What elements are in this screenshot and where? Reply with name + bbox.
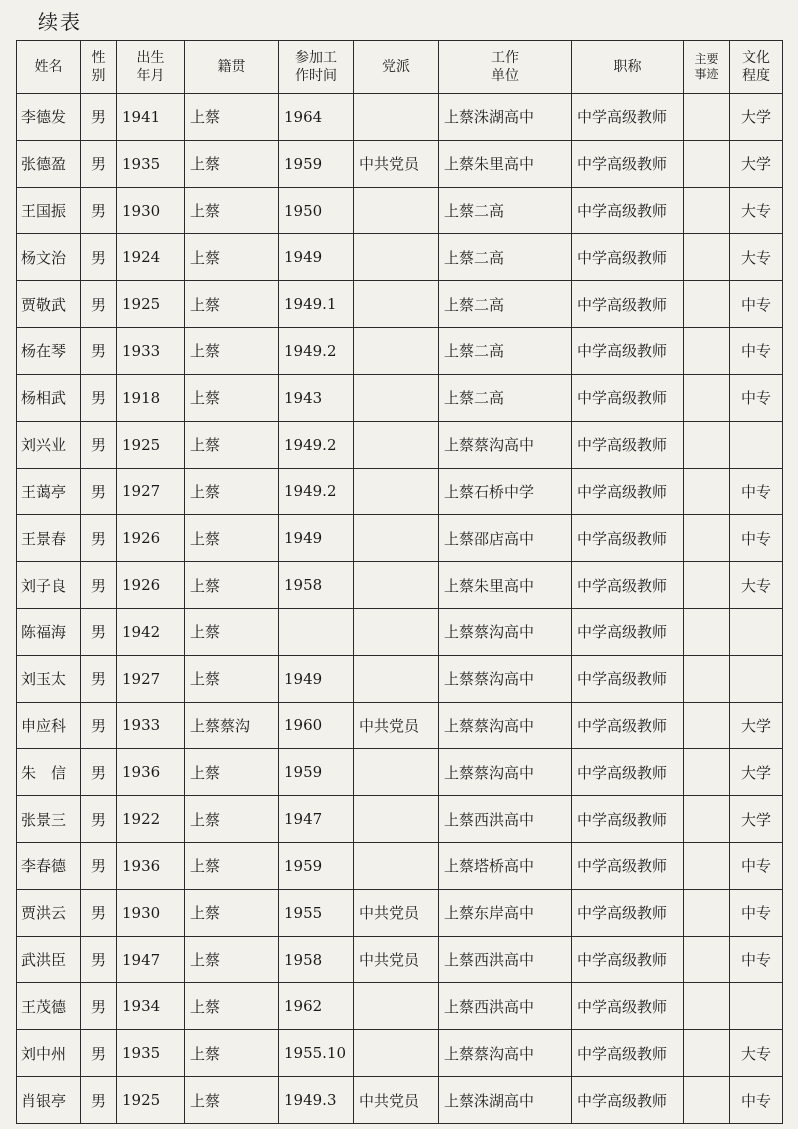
cell-deeds [684,374,730,421]
cell-name: 李春德 [17,843,81,890]
cell-work-unit: 上蔡二高 [439,328,572,375]
cell-deeds [684,468,730,515]
table-row [17,749,783,796]
cell-title: 中学高级教师 [572,374,684,421]
cell-work-start: 1949.2 [279,328,354,375]
cell-gender: 男 [81,562,117,609]
cell-work-unit: 上蔡蔡沟高中 [439,655,572,702]
cell-work-start: 1949 [279,655,354,702]
cell-birth: 1933 [117,702,185,749]
cell-gender: 男 [81,983,117,1030]
cell-name: 王景春 [17,515,81,562]
cell-work-start: 1949.1 [279,281,354,328]
cell-gender: 男 [81,749,117,796]
cell-deeds [684,796,730,843]
cell-work-unit: 上蔡二高 [439,374,572,421]
cell-party [354,234,439,281]
cell-birth: 1926 [117,515,185,562]
cell-deeds [684,1077,730,1124]
cell-education: 大学 [730,749,783,796]
cell-name: 陈福海 [17,608,81,655]
cell-education: 大学 [730,94,783,141]
cell-gender: 男 [81,421,117,468]
cell-deeds [684,281,730,328]
cell-birth: 1926 [117,562,185,609]
cell-education: 中专 [730,515,783,562]
table-row [17,843,783,890]
cell-birth: 1933 [117,328,185,375]
cell-party [354,655,439,702]
cell-work-start: 1962 [279,983,354,1030]
cell-native-place: 上蔡 [185,1077,279,1124]
header-birth: 出生 年月 [117,41,185,94]
cell-birth: 1925 [117,421,185,468]
cell-name: 贾敬武 [17,281,81,328]
cell-gender: 男 [81,702,117,749]
header-education: 文化 程度 [730,41,783,94]
cell-deeds [684,936,730,983]
cell-work-unit: 上蔡朱里高中 [439,562,572,609]
cell-gender: 男 [81,234,117,281]
cell-work-start: 1955.10 [279,1030,354,1077]
cell-native-place: 上蔡 [185,562,279,609]
cell-work-start: 1943 [279,374,354,421]
cell-deeds [684,749,730,796]
cell-name: 刘兴业 [17,421,81,468]
cell-native-place: 上蔡 [185,796,279,843]
cell-native-place: 上蔡 [185,421,279,468]
header-gender: 性 别 [81,41,117,94]
cell-native-place: 上蔡 [185,234,279,281]
cell-work-unit: 上蔡西洪高中 [439,983,572,1030]
cell-native-place: 上蔡 [185,889,279,936]
cell-party: 中共党员 [354,936,439,983]
cell-native-place: 上蔡 [185,328,279,375]
cell-work-unit: 上蔡蔡沟高中 [439,749,572,796]
cell-education: 大专 [730,562,783,609]
header-name: 姓名 [17,41,81,94]
cell-deeds [684,655,730,702]
cell-deeds [684,608,730,655]
cell-native-place: 上蔡 [185,94,279,141]
cell-birth: 1947 [117,936,185,983]
cell-education: 大专 [730,187,783,234]
cell-birth: 1922 [117,796,185,843]
cell-work-start: 1958 [279,562,354,609]
cell-deeds [684,515,730,562]
table-row [17,1030,783,1077]
cell-birth: 1918 [117,374,185,421]
cell-birth: 1930 [117,889,185,936]
cell-birth: 1936 [117,749,185,796]
table-row [17,94,783,141]
cell-work-unit: 上蔡洙湖高中 [439,94,572,141]
cell-title: 中学高级教师 [572,936,684,983]
cell-title: 中学高级教师 [572,281,684,328]
cell-deeds [684,983,730,1030]
cell-title: 中学高级教师 [572,655,684,702]
cell-education: 中专 [730,843,783,890]
table-row [17,187,783,234]
cell-party [354,187,439,234]
cell-work-unit: 上蔡二高 [439,281,572,328]
cell-work-unit: 上蔡蔡沟高中 [439,608,572,655]
cell-party [354,749,439,796]
cell-education [730,655,783,702]
cell-work-start [279,608,354,655]
cell-party [354,608,439,655]
cell-native-place: 上蔡蔡沟 [185,702,279,749]
cell-education: 大学 [730,796,783,843]
cell-title: 中学高级教师 [572,515,684,562]
cell-party [354,1030,439,1077]
staff-table [16,40,783,1124]
table-row [17,1077,783,1124]
cell-education: 中专 [730,468,783,515]
cell-native-place: 上蔡 [185,983,279,1030]
cell-work-unit: 上蔡蔡沟高中 [439,1030,572,1077]
cell-party [354,515,439,562]
cell-party: 中共党员 [354,889,439,936]
cell-native-place: 上蔡 [185,374,279,421]
cell-gender: 男 [81,843,117,890]
cell-native-place: 上蔡 [185,281,279,328]
cell-title: 中学高级教师 [572,796,684,843]
header-party: 党派 [354,41,439,94]
cell-name: 李德发 [17,94,81,141]
cell-party [354,796,439,843]
cell-native-place: 上蔡 [185,1030,279,1077]
cell-work-start: 1950 [279,187,354,234]
cell-party: 中共党员 [354,1077,439,1124]
cell-gender: 男 [81,655,117,702]
cell-title: 中学高级教师 [572,983,684,1030]
cell-party [354,843,439,890]
cell-education: 大学 [730,140,783,187]
cell-party: 中共党员 [354,702,439,749]
cell-birth: 1942 [117,608,185,655]
cell-title: 中学高级教师 [572,843,684,890]
cell-birth: 1936 [117,843,185,890]
table-row [17,281,783,328]
cell-work-unit: 上蔡西洪高中 [439,936,572,983]
cell-education: 大专 [730,1030,783,1077]
cell-work-start: 1955 [279,889,354,936]
cell-work-start: 1949 [279,515,354,562]
cell-deeds [684,702,730,749]
cell-gender: 男 [81,328,117,375]
cell-native-place: 上蔡 [185,187,279,234]
cell-work-start: 1964 [279,94,354,141]
cell-party [354,468,439,515]
cell-title: 中学高级教师 [572,1077,684,1124]
cell-work-unit: 上蔡塔桥高中 [439,843,572,890]
cell-work-unit: 上蔡蔡沟高中 [439,421,572,468]
cell-education [730,421,783,468]
table-caption: 续表 [38,10,82,34]
table-row [17,374,783,421]
table-row [17,983,783,1030]
cell-name: 王国振 [17,187,81,234]
cell-work-start: 1949 [279,234,354,281]
cell-gender: 男 [81,1077,117,1124]
cell-native-place: 上蔡 [185,515,279,562]
cell-deeds [684,328,730,375]
cell-party [354,983,439,1030]
cell-native-place: 上蔡 [185,843,279,890]
cell-deeds [684,889,730,936]
cell-gender: 男 [81,187,117,234]
cell-name: 杨文治 [17,234,81,281]
cell-deeds [684,94,730,141]
cell-title: 中学高级教师 [572,468,684,515]
cell-work-unit: 上蔡蔡沟高中 [439,702,572,749]
cell-work-start: 1959 [279,843,354,890]
cell-gender: 男 [81,936,117,983]
cell-work-start: 1960 [279,702,354,749]
cell-work-unit: 上蔡东岸高中 [439,889,572,936]
cell-party [354,281,439,328]
cell-deeds [684,562,730,609]
table-row [17,889,783,936]
cell-education: 中专 [730,1077,783,1124]
cell-party: 中共党员 [354,140,439,187]
cell-name: 刘子良 [17,562,81,609]
cell-title: 中学高级教师 [572,421,684,468]
cell-gender: 男 [81,889,117,936]
cell-party [354,421,439,468]
cell-work-start: 1958 [279,936,354,983]
cell-work-start: 1959 [279,140,354,187]
cell-gender: 男 [81,281,117,328]
cell-work-start: 1949.3 [279,1077,354,1124]
cell-name: 王蔼亭 [17,468,81,515]
cell-education: 中专 [730,374,783,421]
header-native-place: 籍贯 [185,41,279,94]
cell-native-place: 上蔡 [185,468,279,515]
cell-work-unit: 上蔡二高 [439,187,572,234]
table-row [17,468,783,515]
cell-title: 中学高级教师 [572,702,684,749]
cell-name: 武洪臣 [17,936,81,983]
cell-gender: 男 [81,796,117,843]
cell-name: 杨相武 [17,374,81,421]
cell-education: 中专 [730,889,783,936]
cell-birth: 1934 [117,983,185,1030]
cell-birth: 1927 [117,655,185,702]
cell-birth: 1924 [117,234,185,281]
cell-work-unit: 上蔡西洪高中 [439,796,572,843]
cell-birth: 1925 [117,281,185,328]
cell-gender: 男 [81,374,117,421]
cell-name: 肖银亭 [17,1077,81,1124]
cell-title: 中学高级教师 [572,328,684,375]
cell-deeds [684,187,730,234]
cell-gender: 男 [81,94,117,141]
cell-title: 中学高级教师 [572,749,684,796]
cell-title: 中学高级教师 [572,1030,684,1077]
cell-education: 中专 [730,328,783,375]
cell-gender: 男 [81,1030,117,1077]
cell-title: 中学高级教师 [572,140,684,187]
table-row [17,702,783,749]
cell-name: 刘玉太 [17,655,81,702]
header-work-unit: 工作 单位 [439,41,572,94]
cell-deeds [684,234,730,281]
cell-education: 大学 [730,702,783,749]
cell-work-start: 1949.2 [279,468,354,515]
cell-title: 中学高级教师 [572,94,684,141]
cell-education [730,983,783,1030]
cell-title: 中学高级教师 [572,234,684,281]
cell-deeds [684,1030,730,1077]
cell-work-unit: 上蔡石桥中学 [439,468,572,515]
cell-name: 杨在琴 [17,328,81,375]
cell-native-place: 上蔡 [185,140,279,187]
cell-title: 中学高级教师 [572,562,684,609]
table-row [17,515,783,562]
cell-title: 中学高级教师 [572,889,684,936]
cell-party [354,562,439,609]
cell-deeds [684,140,730,187]
header-row [17,41,783,94]
cell-title: 中学高级教师 [572,608,684,655]
table-row [17,796,783,843]
cell-education: 大专 [730,234,783,281]
cell-birth: 1930 [117,187,185,234]
cell-education: 中专 [730,281,783,328]
cell-gender: 男 [81,515,117,562]
table-row [17,936,783,983]
cell-name: 张景三 [17,796,81,843]
table-row [17,328,783,375]
header-work-start: 参加工 作时间 [279,41,354,94]
cell-work-unit: 上蔡洙湖高中 [439,1077,572,1124]
table-row [17,140,783,187]
cell-work-start: 1949.2 [279,421,354,468]
table-row [17,562,783,609]
cell-name: 贾洪云 [17,889,81,936]
table-row [17,608,783,655]
cell-birth: 1941 [117,94,185,141]
cell-education: 中专 [730,936,783,983]
cell-gender: 男 [81,140,117,187]
cell-birth: 1925 [117,1077,185,1124]
cell-native-place: 上蔡 [185,608,279,655]
cell-name: 王茂德 [17,983,81,1030]
header-title: 职称 [572,41,684,94]
cell-party [354,374,439,421]
cell-deeds [684,421,730,468]
cell-work-start: 1959 [279,749,354,796]
cell-work-start: 1947 [279,796,354,843]
cell-party [354,94,439,141]
cell-work-unit: 上蔡朱里高中 [439,140,572,187]
cell-birth: 1935 [117,1030,185,1077]
cell-gender: 男 [81,608,117,655]
cell-title: 中学高级教师 [572,187,684,234]
table-row [17,421,783,468]
cell-work-unit: 上蔡二高 [439,234,572,281]
cell-name: 张德盈 [17,140,81,187]
cell-name: 朱 信 [17,749,81,796]
cell-education [730,608,783,655]
cell-birth: 1927 [117,468,185,515]
header-deeds: 主要 事迹 [684,41,730,94]
table-row [17,234,783,281]
cell-birth: 1935 [117,140,185,187]
cell-name: 刘中州 [17,1030,81,1077]
cell-native-place: 上蔡 [185,749,279,796]
cell-work-unit: 上蔡邵店高中 [439,515,572,562]
table-row [17,655,783,702]
cell-party [354,328,439,375]
cell-gender: 男 [81,468,117,515]
cell-native-place: 上蔡 [185,655,279,702]
cell-name: 申应科 [17,702,81,749]
cell-native-place: 上蔡 [185,936,279,983]
cell-deeds [684,843,730,890]
